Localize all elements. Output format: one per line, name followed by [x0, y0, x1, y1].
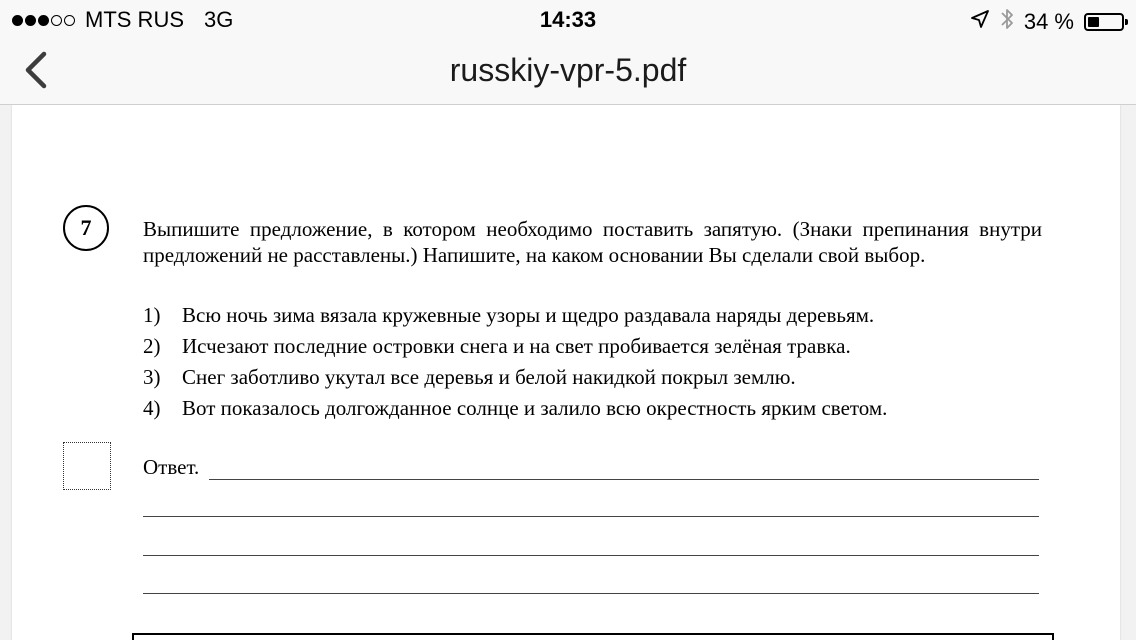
task-number-badge: 7 — [63, 205, 109, 251]
network-type: 3G — [204, 7, 234, 32]
option-number: 1) — [143, 303, 161, 327]
answer-line — [143, 593, 1039, 594]
status-bar — [0, 0, 1136, 40]
option-text: Исчезают последние островки снега и на свет пробивается зелёная травка. — [182, 334, 851, 358]
status-right — [970, 7, 1124, 37]
task-text: Выпишите предложение, в котором необходимо поставить запятую. (Знаки препинания внутри предложений не расставлены.) Напишите, на каком основании Вы сделали свой выбор. — [143, 217, 1042, 267]
pdf-viewer[interactable] — [0, 105, 1136, 640]
carrier-name: MTS RUS — [85, 7, 184, 32]
list-item — [143, 365, 1043, 396]
list-item — [143, 303, 1043, 334]
status-time: 14:33 — [539, 7, 597, 32]
option-text: Всю ночь зима вязала кружевные узоры и щедро раздавала наряды деревьям. — [182, 303, 875, 327]
option-number: 4) — [143, 396, 161, 420]
battery-icon — [1084, 13, 1124, 31]
battery-tip — [1125, 19, 1128, 25]
next-task-frame — [132, 633, 1054, 640]
list-item — [143, 396, 1043, 427]
options-list — [143, 303, 1043, 427]
pdf-page[interactable] — [12, 105, 1120, 640]
battery-percent: 34 % — [1023, 9, 1074, 34]
answer-line — [143, 555, 1039, 556]
answer-line — [209, 479, 1039, 480]
option-text: Снег заботливо укутал все деревья и белой накидкой покрыл землю. — [182, 365, 796, 389]
option-number: 2) — [143, 334, 161, 358]
score-box — [63, 442, 111, 490]
answer-line — [143, 516, 1039, 517]
bluetooth-icon — [1000, 7, 1014, 37]
location-arrow-icon — [970, 9, 990, 35]
option-number: 3) — [143, 365, 161, 389]
navigation-bar — [0, 40, 1136, 105]
option-text: Вот показалось долгожданное солнце и залило всю окрестность ярким светом. — [182, 396, 888, 420]
list-item — [143, 334, 1043, 365]
answer-label: Ответ. — [143, 455, 200, 479]
battery-fill — [1088, 17, 1099, 27]
document-title: russkiy-vpr-5.pdf — [449, 52, 687, 88]
